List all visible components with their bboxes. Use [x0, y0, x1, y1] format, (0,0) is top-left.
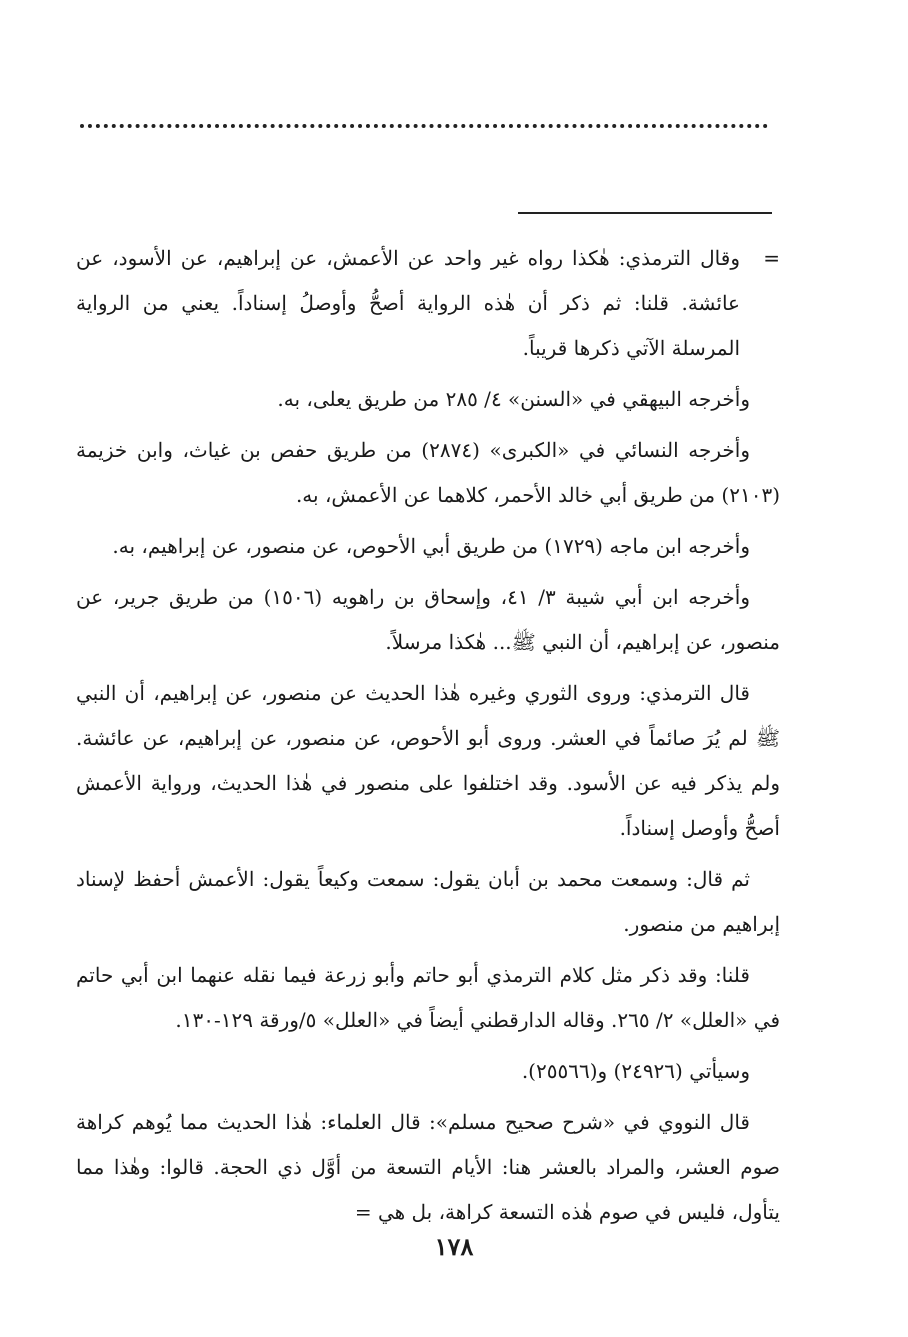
footnote-paragraph: وأخرجه النسائي في «الكبرى» (٢٨٧٤) من طريق حفص بن غياث، وابن خزيمة (٢١٠٣) من طريق أبي خالد الأحمر، كلاهما عن الأعمش، به.: [76, 438, 780, 507]
footnote-paragraph: وسيأتي (٢٤٩٢٦) و(٢٥٥٦٦).: [521, 1059, 750, 1083]
footnote-paragraph: قال الترمذي: وروى الثوري وغيره هٰذا الحديث عن منصور، عن إبراهيم، أن النبي ﷺ لم يُرَ صائماً في العشر. وروى أبو الأحوص، عن منصور، عن إبراهيم، عن عائشة. ولم يذكر فيه عن الأسود. وقد اختلفوا على منصور في هٰذا الحديث، ورواية الأعمش أصحُّ وأوصل إسناداً.: [76, 681, 780, 840]
footnote-paragraph: قلنا: وقد ذكر مثل كلام الترمذي أبو حاتم وأبو زرعة فيما نقله عنهما ابن أبي حاتم في «العلل» ٢/ ٢٦٥. وقاله الدارقطني أيضاً في «العلل» ٥/ورقة ١٢٩-١٣٠.: [76, 963, 780, 1032]
continuation-mark: =: [763, 246, 780, 270]
footnote-paragraph: وأخرجه البيهقي في «السنن» ٤/ ٢٨٥ من طريق يعلى، به.: [277, 387, 750, 411]
footnote-rule: [518, 212, 772, 214]
footnote-text: [76, 236, 780, 1241]
paragraph-text: وقال الترمذي: هٰكذا رواه غير واحد عن الأعمش، عن إبراهيم، عن الأسود، عن عائشة. قلنا: ثم ذكر أن هٰذه الرواية أصحُّ وأوصلُ إسناداً. يعني من الرواية المرسلة الآتي ذكرها قريباً.: [76, 246, 740, 360]
footnote-paragraph: وأخرجه ابن ماجه (١٧٢٩) من طريق أبي الأحوص، عن منصور، عن إبراهيم، به.: [112, 534, 750, 558]
footnote-paragraph: وأخرجه ابن أبي شيبة ٣/ ٤١، وإسحاق بن راهويه (١٥٠٦) من طريق جرير، عن منصور، عن إبراهيم، أن النبي ﷺ... هٰكذا مرسلاً.: [76, 585, 780, 654]
footnote-paragraph: ثم قال: وسمعت محمد بن أبان يقول: سمعت وكيعاً يقول: الأعمش أحفظ لإسناد إبراهيم من منصور.: [76, 867, 780, 936]
footnote-paragraph: قال النووي في «شرح صحيح مسلم»: قال العلماء: هٰذا الحديث مما يُوهم كراهة صوم العشر، والمراد بالعشر هنا: الأيام التسعة من أوَّل ذي الحجة. قالوا: وهٰذا مما يتأول، فليس في صوم هٰذه التسعة كراهة، بل هي =: [76, 1110, 780, 1224]
page-number: ١٧٨: [434, 1232, 474, 1261]
dotted-separator: [80, 124, 768, 128]
footnote-paragraph: [76, 236, 780, 371]
